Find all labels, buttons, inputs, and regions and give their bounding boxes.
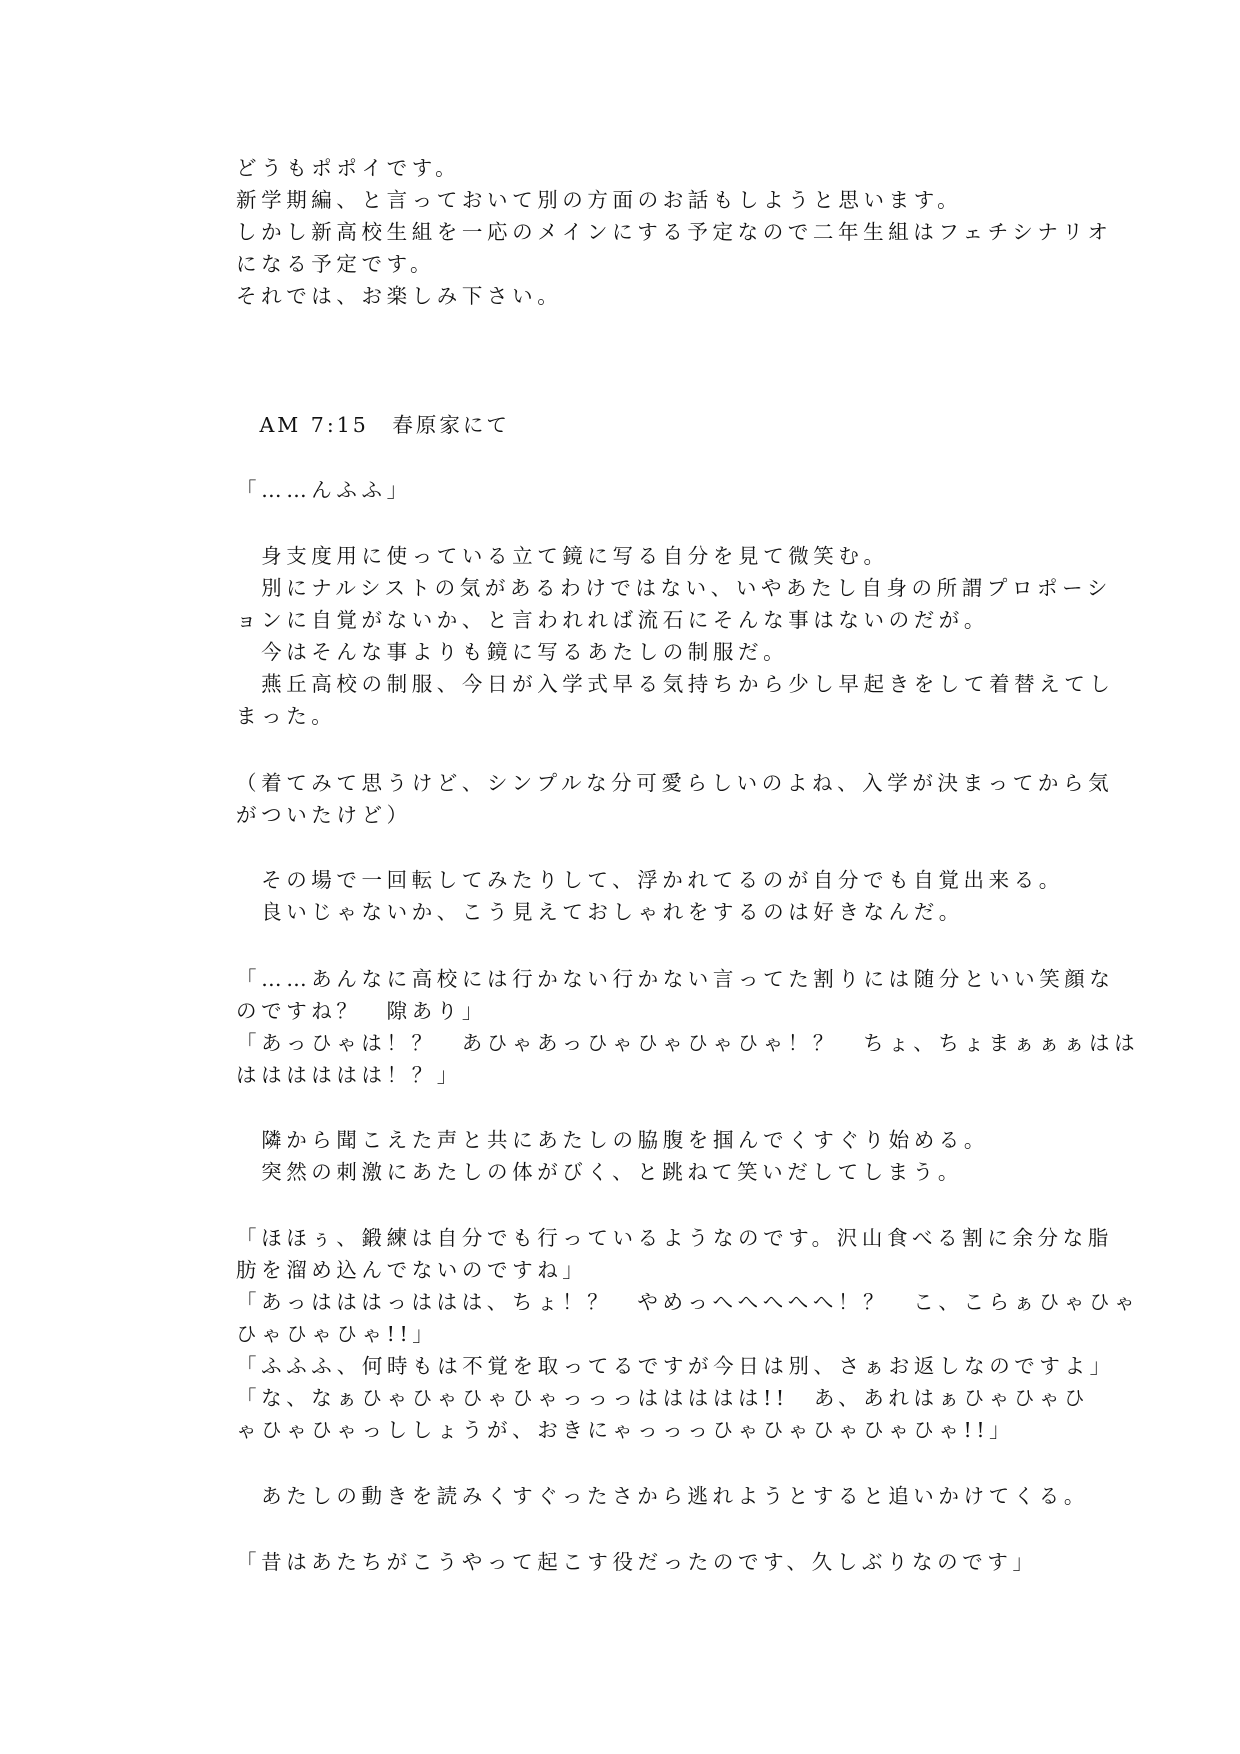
text-line: になる予定です。 [236,252,436,276]
dialogue-line: ひゃひゃひゃ!!」 [236,1322,438,1346]
text-line: それでは、お楽しみ下さい。 [236,284,563,308]
dialogue-line: 「……あんなに高校には行かない行かない言ってた割りには随分といい笑顔な [236,967,1115,991]
scene-heading: AM 7:15 春原家にて [236,413,510,437]
text-line: 身支度用に使っている立て鏡に写る自分を見て微笑む。 [236,544,889,568]
dialogue-line: 「あっはははっははは、ちょ！？ やめっへへへへへ！？ こ、こらぁひゃひゃ [236,1290,1140,1314]
text-line: 突然の刺激にあたしの体がびく、と跳ねて笑いだしてしまう。 [236,1160,963,1184]
text-line: 燕丘高校の制服、今日が入学式早る気持ちから少し早起きをして着替えてし [236,672,1115,696]
text-line: 良いじゃないか、こう見えておしゃれをするのは好きなんだ。 [236,900,964,924]
text-line: 新学期編、と言っておいて別の方面のお話もしようと思います。 [236,188,963,212]
dialogue-line: 「昔はあたちがこうやって起こす役だったのです、久しぶりなのです」 [236,1550,1038,1574]
text-line: がついたけど） [236,803,412,827]
dialogue-line: 「な、なぁひゃひゃひゃひゃっっっははははは!! あ、あれはぁひゃひゃひ [236,1386,1090,1410]
dialogue-line: ゃひゃひゃっししょうが、おきにゃっっっひゃひゃひゃひゃひゃ!!」 [236,1418,1015,1442]
dialogue-line: 「……んふふ」 [236,478,412,502]
text-line: あたしの動きを読みくすぐったさから逃れようとすると追いかけてくる。 [236,1484,1089,1508]
text-line: ョンに自覚がないか、と言われれば流石にそんな事はないのだが。 [236,608,989,632]
text-line: しかし新高校生組を一応のメインにする予定なので二年生組はフェチシナリオ [236,220,1113,244]
text-line: 隣から聞こえた声と共にあたしの脇腹を掴んでくすぐり始める。 [236,1128,989,1152]
text-line: （着てみて思うけど、シンプルな分可愛らしいのよね、入学が決まってから気 [236,771,1114,795]
dialogue-line: はははははは！？」 [236,1063,462,1087]
text-line: 今はそんな事よりも鏡に写るあたしの制服だ。 [236,640,789,664]
text-line: まった。 [236,704,337,728]
dialogue-line: 「あっひゃは！？ あひゃあっひゃひゃひゃひゃ！？ ちょ、ちょまぁぁぁはは [236,1031,1140,1055]
dialogue-line: 「ふふふ、何時もは不覚を取ってるですが今日は別、さぁお返しなのですよ」 [236,1354,1115,1378]
dialogue-line: 「ほほぅ、鍛練は自分でも行っているようなのです。沢山食べる割に余分な脂 [236,1226,1113,1250]
text-line: その場で一回転してみたりして、浮かれてるのが自分でも自覚出来る。 [236,868,1064,892]
dialogue-line: のですね？ 隙あり」 [236,999,487,1023]
dialogue-line: 肪を溜め込んでないのですね」 [236,1258,588,1282]
text-line: どうもポポイです。 [236,156,461,180]
text-line: 別にナルシストの気があるわけではない、いやあたし自身の所謂プロポーシ [236,576,1112,600]
